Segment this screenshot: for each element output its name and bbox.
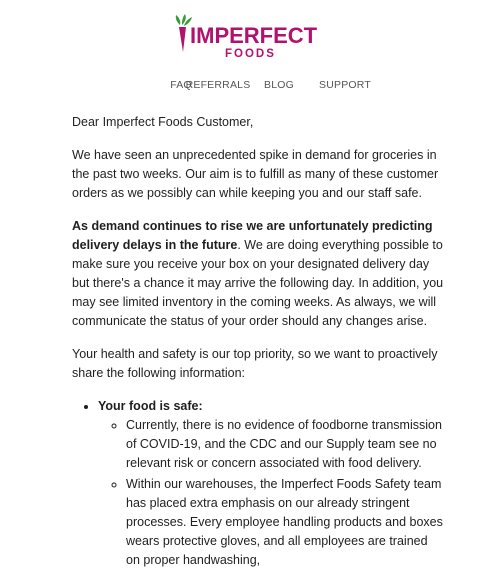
safety-info-list — [72, 397, 444, 570]
nav-referrals[interactable]: REFERRALS — [185, 79, 251, 91]
paragraph-delivery-delays — [72, 217, 444, 331]
list-item: ◦ Within our warehouses, the Imperfect Foods Safety team has placed extra emphasis on our already stringent processes. Every employee handling products and boxes wears protective gloves, and all employees are trained on proper handwashing, — [126, 475, 444, 570]
list-item: ◦ Currently, there is no evidence of foodborne transmission of COVID-19, and the CDC and our Supply team see no relevant risk or concern associated with food delivery. — [126, 416, 444, 473]
nav-blog[interactable]: BLOG — [264, 79, 294, 91]
safety-sub-list — [98, 416, 444, 570]
nav-faq[interactable]: FAQ — [170, 79, 192, 91]
paragraph-health-safety: Your health and safety is our top priority, so we want to proactively share the following information: — [72, 347, 438, 380]
paragraph-demand-spike: We have seen an unprecedented spike in demand for groceries in the past two weeks. Our aim is to fulfill as many of these customer orders as we possibly can while keeping you and our staff safe. — [72, 148, 439, 200]
logo-line2: FOODS — [225, 48, 276, 60]
logo-graphic — [170, 12, 330, 62]
logo-line1: IMPERFECT — [190, 23, 318, 48]
list-item — [98, 397, 444, 570]
letter-body — [72, 113, 444, 572]
top-nav — [0, 79, 500, 95]
greeting: Dear Imperfect Foods Customer, — [72, 115, 254, 129]
delivery-delay-highlight: As demand continues to rise we are unfortunately predicting delivery delays in the future — [72, 219, 433, 252]
nav-support[interactable]: SUPPORT — [319, 79, 371, 91]
delivery-delay-details: . We are doing everything possible to make sure you receive your box on your designated delivery day but there's a chance it may arrive the following day. In addition, you may see limited inventory in the coming weeks. As always, we will communicate the status of your order should any changes arise. — [72, 238, 444, 328]
bullet-title: Your food is safe: — [98, 399, 203, 413]
brand-logo[interactable] — [0, 12, 500, 62]
